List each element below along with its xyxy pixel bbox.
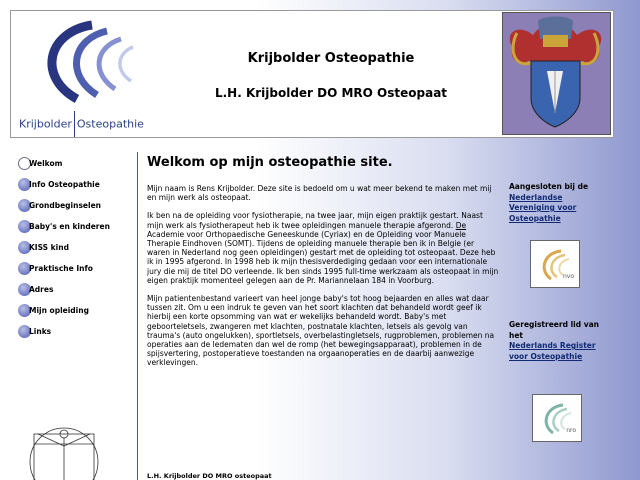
nav-item-mijn-opleiding[interactable] xyxy=(18,300,133,321)
main-content xyxy=(147,155,499,377)
nav-item-links[interactable] xyxy=(18,321,133,342)
intro-paragraph: Mijn naam is Rens Krijbolder. Deze site is bedoeld om u wat meer bekend te maken met mij en mijn werk als osteopaat. xyxy=(147,184,492,203)
logo-word-osteopathie: Osteopathie xyxy=(76,117,144,131)
nro-logo-badge[interactable] xyxy=(532,394,582,442)
nro-badge-text: nro xyxy=(566,427,576,434)
logo-word-krijbolder: Krijbolder xyxy=(19,117,72,131)
nav-item-label: Adres xyxy=(29,285,54,294)
affiliation-nro xyxy=(509,320,609,362)
education-inline-link[interactable]: De xyxy=(455,220,467,230)
coat-of-arms-icon xyxy=(503,13,608,132)
patients-paragraph: Mijn patientenbestand varieert van heel jonge baby's tot hoog bejaarden en alles wat daar tussen zit. Om u een indruk te geven van het soort klachten dat behandeld wordt geef ik hierbij een korte opsomming van wat er wekelijks behandeld wordt. Baby's met geboorteletsels, zwangeren met klachten, postnatale klachten, letsels als gevolg van trauma's (auto ongelukken), sportletsels, overbelastingletsels, rugproblemen, problemen na operaties aan de ledematen dan wel de romp (het bewegingsapparaat), problemen in de spijsvertering, postoperatieve toestanden na orgaanoperaties en de daarbij aanwezige verklevingen. xyxy=(147,294,495,368)
education-paragraph xyxy=(147,211,499,285)
nav-item-label: Links xyxy=(29,327,52,336)
nav-item-praktische-info[interactable] xyxy=(18,258,133,279)
sidebar-nav xyxy=(18,153,133,342)
nvo-logo-badge[interactable] xyxy=(530,240,580,288)
nav-item-label: Welkom xyxy=(29,159,63,168)
logo-wordmark xyxy=(19,111,144,137)
coat-of-arms-image xyxy=(502,12,611,135)
affiliation-nvo-prefix: Aangesloten bij de xyxy=(509,182,589,191)
nvo-link[interactable]: Nederlandse Vereniging voor Osteopathie xyxy=(509,192,577,223)
nav-item-adres[interactable] xyxy=(18,279,133,300)
nav-item-label: KISS kind xyxy=(29,243,69,252)
site-subtitle: L.H. Krijbolder DO MRO Osteopaat xyxy=(214,86,448,100)
nav-item-kiss-kind[interactable] xyxy=(18,237,133,258)
nro-swoosh-icon xyxy=(533,395,581,441)
nav-item-grondbeginselen[interactable] xyxy=(18,195,133,216)
nav-item-label: Mijn opleiding xyxy=(29,306,89,315)
affiliations-column xyxy=(509,182,609,224)
content-divider xyxy=(137,152,138,480)
nav-item-label: Praktische Info xyxy=(29,264,93,273)
affiliation-nro-column xyxy=(509,320,609,362)
nav-item-welkom[interactable] xyxy=(18,153,133,174)
vitruvian-man-icon xyxy=(22,420,106,480)
nav-item-label: Baby's en kinderen xyxy=(29,222,110,231)
nvo-swoosh-icon xyxy=(531,241,579,287)
nav-item-label: Grondbeginselen xyxy=(29,201,101,210)
page-heading: Welkom op mijn osteopathie site. xyxy=(147,155,393,170)
education-text-start: Ik ben na de opleiding voor fysiotherapie, na twee jaar, mijn eigen praktijk gestart. Naast mijn werk als fysiotherapeut heb ik twee opleidingen manuele therapie afgerond. xyxy=(147,211,483,230)
site-title: Krijbolder Osteopathie xyxy=(247,51,415,66)
footer-name: L.H. Krijbolder DO MRO osteopaat xyxy=(147,472,272,480)
education-text-end: Academie voor Orthopaedische Geneeskunde (Cyriax) en de Opleiding voor Manuele Therapie Eindhoven (SOMT). Tijdens de opleiding manuele therapie ben ik in Belgie (er waren in Nederland nog geen opleidingen) gestart met de opleiding tot osteopaat. Deze heb ik in 1995 afgerond. In 1998 heb ik mijn thesisverdediging gedaan voor een internationale jury die mij de titel DO verleende. Ik ben sinds 1995 full-time werkzaam als osteopaat in mijn eigen praktijk momenteel gelegen aan de Pr. Mariannelaan 184 in Voorburg. xyxy=(147,229,499,285)
site-header xyxy=(10,10,614,138)
nav-item-info-osteopathie[interactable] xyxy=(18,174,133,195)
affiliation-nro-prefix: Geregistreerd lid van het xyxy=(509,320,599,340)
nvo-badge-text: nvo xyxy=(562,273,574,280)
nav-item-babys-en-kinderen[interactable] xyxy=(18,216,133,237)
nav-item-label: Info Osteopathie xyxy=(29,180,100,189)
affiliation-nvo xyxy=(509,182,609,224)
nro-link[interactable]: Nederlands Register voor Osteopathie xyxy=(509,341,596,361)
